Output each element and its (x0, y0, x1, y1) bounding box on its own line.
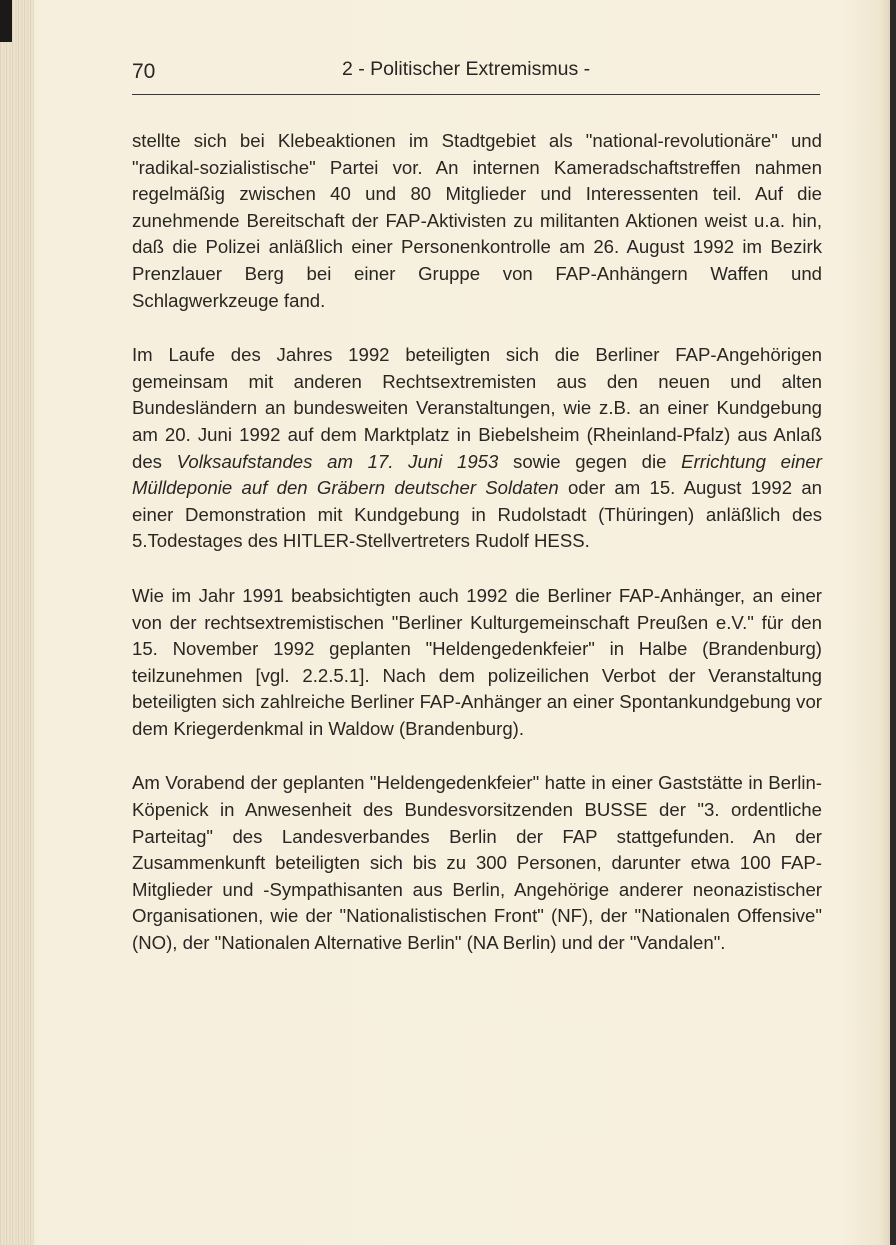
paragraph-1: stellte sich bei Klebeaktionen im Stadtgebiet als "national-revolutionäre" und "radikal-sozialistische" Partei vor. An internen Kameradschaftstreffen nahmen regelmäßig zwischen 40 und 80 Mitglieder und Interessenten teil. Auf die zunehmende Bereitschaft der FAP-Aktivisten zu militanten Aktionen weist u.a. hin, daß die Polizei anläßlich einer Personenkontrolle am 26. August 1992 im Bezirk Prenzlauer Berg bei einer Gruppe von FAP-Anhängern Waffen und Schlagwerkzeuge fand. (132, 130, 822, 311)
page-number: 70 (132, 60, 156, 83)
page-edge (890, 0, 896, 1245)
paragraph-2 (132, 342, 822, 555)
paragraph-2-text-2: sowie gegen die (498, 450, 682, 472)
scan-corner-mark (0, 0, 12, 42)
paragraph-2-italic-2: Errichtung einer Mülldeponie auf den Gräbern deutscher Soldaten (132, 450, 822, 499)
binding-spine (0, 0, 34, 1245)
header-rule (132, 94, 820, 95)
running-head: 2 - Politischer Extremismus - (342, 58, 591, 80)
paragraph-3: Wie im Jahr 1991 beabsichtigten auch 1992 die Berliner FAP-Anhänger, an einer von der rechtsextremistischen "Berliner Kulturgemeinschaft Preußen e.V." für den 15. November 1992 geplanten "Heldengedenkfeier" in Halbe (Brandenburg) teilzunehmen [vgl. 2.2.5.1]. Nach dem polizeilichen Verbot der Veranstaltung beteiligten sich zahlreiche Berliner FAP-Anhänger an einer Spontankundgebung vor dem Kriegerdenkmal in Waldow (Brandenburg). (132, 584, 822, 739)
paragraph-2-text-3: oder am 15. August 1992 an einer Demonstration mit Kundgebung in Rudolstadt (Thüringen) anläßlich des 5.Todestages des HITLER-Stellvertreters Rudolf HESS. (132, 477, 823, 552)
paragraph-2-text-1: Im Laufe des Jahres 1992 beteiligten sich die Berliner FAP-Angehörigen gemeinsam mit anderen Rechtsextremisten aus den neuen und alten Bundesländern an bundesweiten Veranstaltungen, wie z.B. an einer Kundgebung am 20. Juni 1992 auf dem Marktplatz in Biebelsheim (Rheinland-Pfalz) aus Anlaß des (132, 344, 822, 472)
body-text (132, 128, 822, 985)
paragraph-4: Am Vorabend der geplanten "Heldengedenkfeier" hatte in einer Gaststätte in Berlin-Köpenick in Anwesenheit des Bundesvorsitzenden BUSSE der "3. ordentliche Parteitag" des Landesverbandes Berlin der FAP stattgefunden. An der Zusammenkunft beteiligten sich bis zu 300 Personen, darunter etwa 100 FAP-Mitglieder und -Sympathisanten aus Berlin, Angehörige anderer neonazistischer Organisationen, wie der "Nationalistischen Front" (NF), der "Nationalen Offensive" (NO), der "Nationalen Alternative Berlin" (NA Berlin) und der "Vandalen". (132, 772, 822, 954)
paragraph-2-italic-1: Volksaufstandes am 17. Juni 1953 (176, 450, 499, 472)
page-header (132, 56, 822, 90)
